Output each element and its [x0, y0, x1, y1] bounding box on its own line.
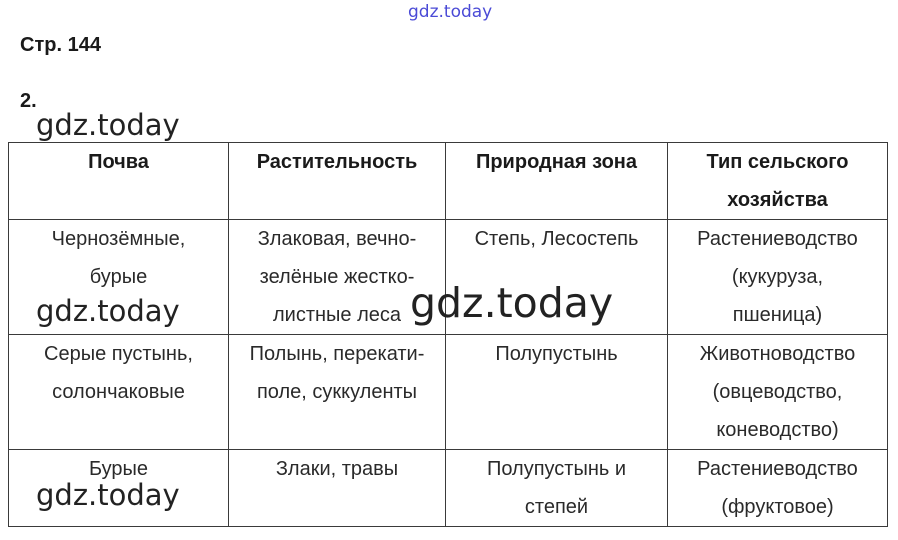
table-cell-soil — [9, 335, 229, 450]
cell-line: степей — [524, 496, 589, 518]
cell-line: Серые пустынь, — [44, 343, 193, 365]
cell-line: Животноводство — [699, 343, 856, 365]
cell-line: Степь, Лесостепь — [474, 228, 639, 250]
table-cell-agriculture-type — [668, 220, 888, 335]
table-cell-agriculture-type — [668, 450, 888, 527]
watermark-top: gdz.today — [408, 2, 493, 22]
cell-line: листные леса — [272, 304, 402, 326]
watermark-overlay-large: gdz.today — [410, 279, 614, 327]
table-cell-vegetation — [229, 335, 446, 450]
header-vegetation-text: Растительность — [256, 151, 418, 173]
header-natural-zone — [446, 143, 668, 220]
answer-table — [8, 142, 888, 527]
cell-line: Чернозёмные, — [51, 228, 186, 250]
header-agriculture-type-line-1: Тип сельского — [706, 151, 849, 173]
table-row — [9, 335, 888, 450]
cell-line: Бурые — [88, 458, 149, 480]
cell-line: Полупустынь — [495, 343, 618, 365]
watermark-overlay: gdz.today — [36, 108, 180, 142]
header-soil — [9, 143, 229, 220]
cell-line: (фруктовое) — [721, 496, 834, 518]
header-soil-text: Почва — [88, 151, 149, 173]
cell-line: Полупустынь и — [486, 458, 627, 480]
cell-line: Злаки, травы — [275, 458, 399, 480]
table-cell-agriculture-type — [668, 335, 888, 450]
header-natural-zone-text: Природная зона — [475, 151, 638, 173]
header-vegetation — [229, 143, 446, 220]
table-cell-natural-zone — [446, 335, 668, 450]
cell-line: Злаковая, вечно- — [257, 228, 417, 250]
cell-line: бурые — [89, 266, 148, 288]
cell-line: Растениеводство — [697, 458, 858, 480]
cell-line: коневодство) — [716, 419, 839, 441]
table-cell-natural-zone — [446, 450, 668, 527]
watermark-overlay: gdz.today — [36, 294, 180, 328]
cell-line: поле, суккуленты — [256, 381, 418, 403]
cell-line: Растениеводство — [697, 228, 858, 250]
watermark-overlay: gdz.today — [36, 478, 180, 512]
cell-line: пшеница) — [732, 304, 823, 326]
cell-line: (овцеводство, — [712, 381, 843, 403]
header-agriculture-type — [668, 143, 888, 220]
header-agriculture-type-line-2: хозяйства — [727, 189, 828, 211]
task-number: 2. — [20, 90, 37, 112]
page-label: Стр. 144 — [20, 34, 101, 56]
cell-line: зелёные жестко- — [259, 266, 415, 288]
table-header-row — [9, 143, 888, 220]
cell-line: солончаковые — [52, 381, 185, 403]
cell-line: (кукуруза, — [731, 266, 824, 288]
table-cell-vegetation — [229, 450, 446, 527]
cell-line: Полынь, перекати- — [249, 343, 425, 365]
